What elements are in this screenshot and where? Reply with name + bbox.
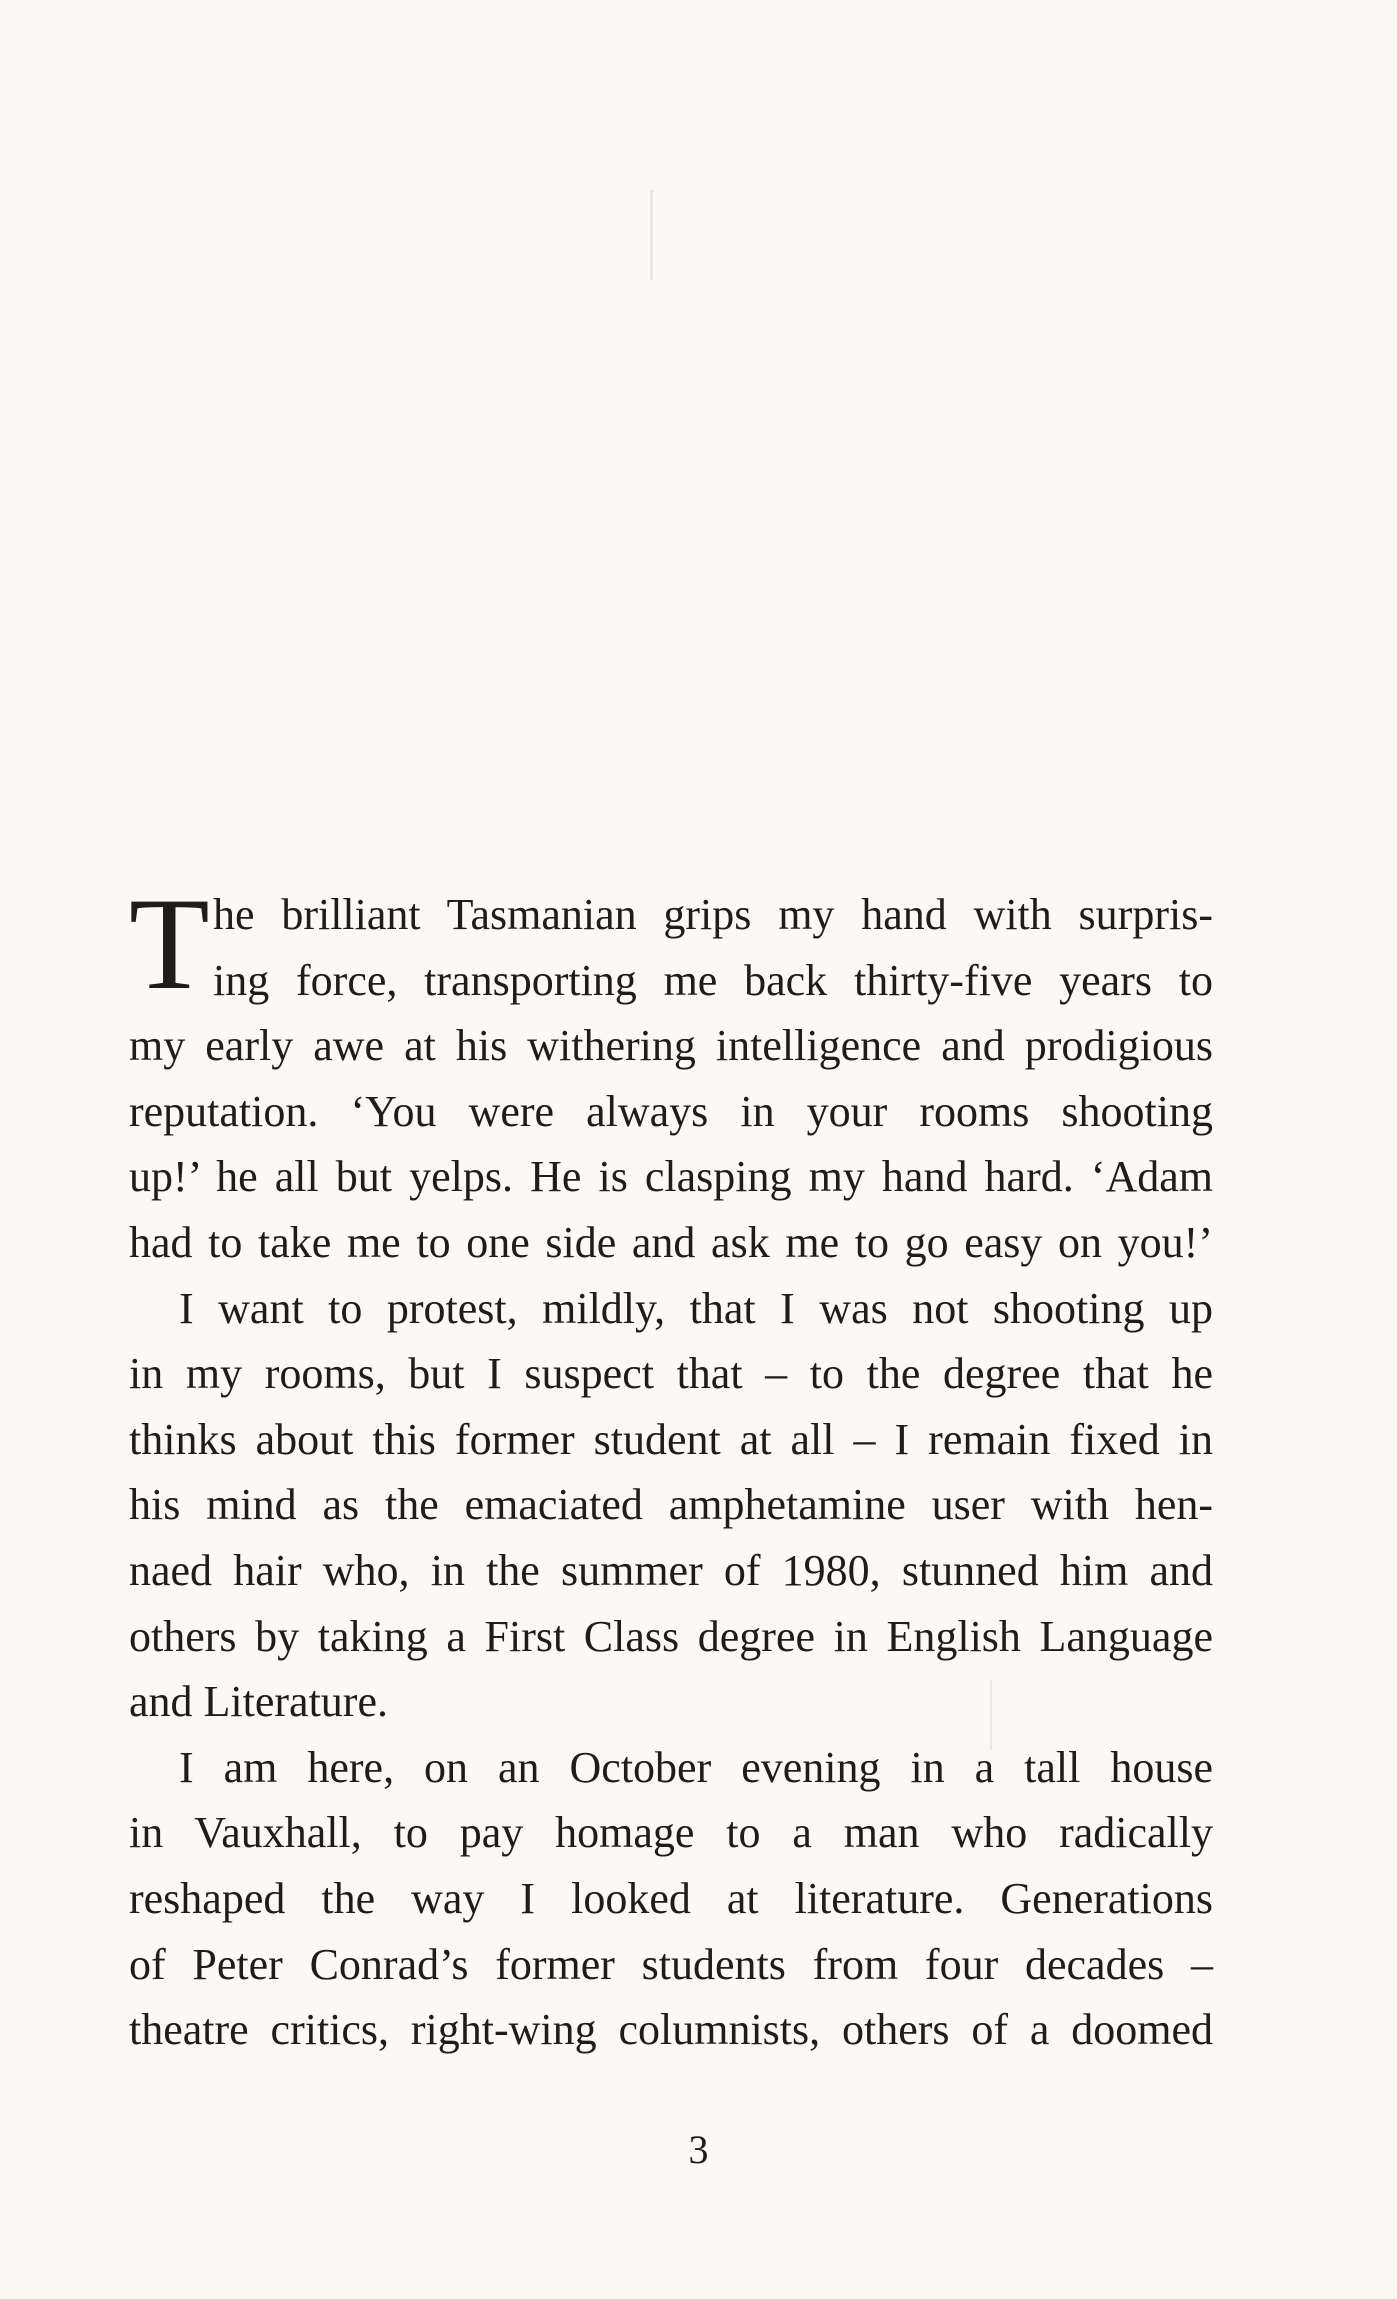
scan-shadow (650, 190, 653, 280)
page-number: 3 (688, 2127, 709, 2172)
text-line: I am here, on an October evening in a tall house (179, 1742, 1213, 1792)
body-text (129, 870, 1213, 2063)
text-line: ing force, transporting me back thirty-five years to (213, 955, 1213, 1005)
text-line: naed hair who, in the summer of 1980, stunned him and (129, 1545, 1213, 1595)
text-line: my early awe at his withering intelligence and prodigious (129, 1021, 1213, 1071)
text-line: had to take me to one side and ask me to go easy on you!’ (129, 1217, 1213, 1267)
drop-cap: T (129, 870, 210, 1017)
text-line: theatre critics, right-wing columnists, others of a doomed (129, 2005, 1213, 2055)
text-line: in my rooms, but I suspect that – to the degree that he (129, 1349, 1213, 1399)
text-line: his mind as the emaciated amphetamine user with hen- (129, 1480, 1213, 1530)
text-line: up!’ he all but yelps. He is clasping my hand hard. ‘Adam (129, 1152, 1213, 1202)
text-line: reshaped the way I looked at literature. Generations (129, 1873, 1213, 1923)
text-line: thinks about this former student at all – I remain fixed in (129, 1414, 1213, 1464)
text-line: and Literature. (129, 1677, 388, 1727)
text-line: in Vauxhall, to pay homage to a man who radically (129, 1808, 1213, 1858)
text-line: of Peter Conrad’s former students from four decades – (129, 1939, 1213, 1989)
text-line: others by taking a First Class degree in English Language (129, 1611, 1213, 1661)
text-line: reputation. ‘You were always in your rooms shooting (129, 1086, 1213, 1136)
text-line: he brilliant Tasmanian grips my hand with surpris- (213, 890, 1213, 939)
text-line: I want to protest, mildly, that I was not shooting up (179, 1283, 1213, 1333)
